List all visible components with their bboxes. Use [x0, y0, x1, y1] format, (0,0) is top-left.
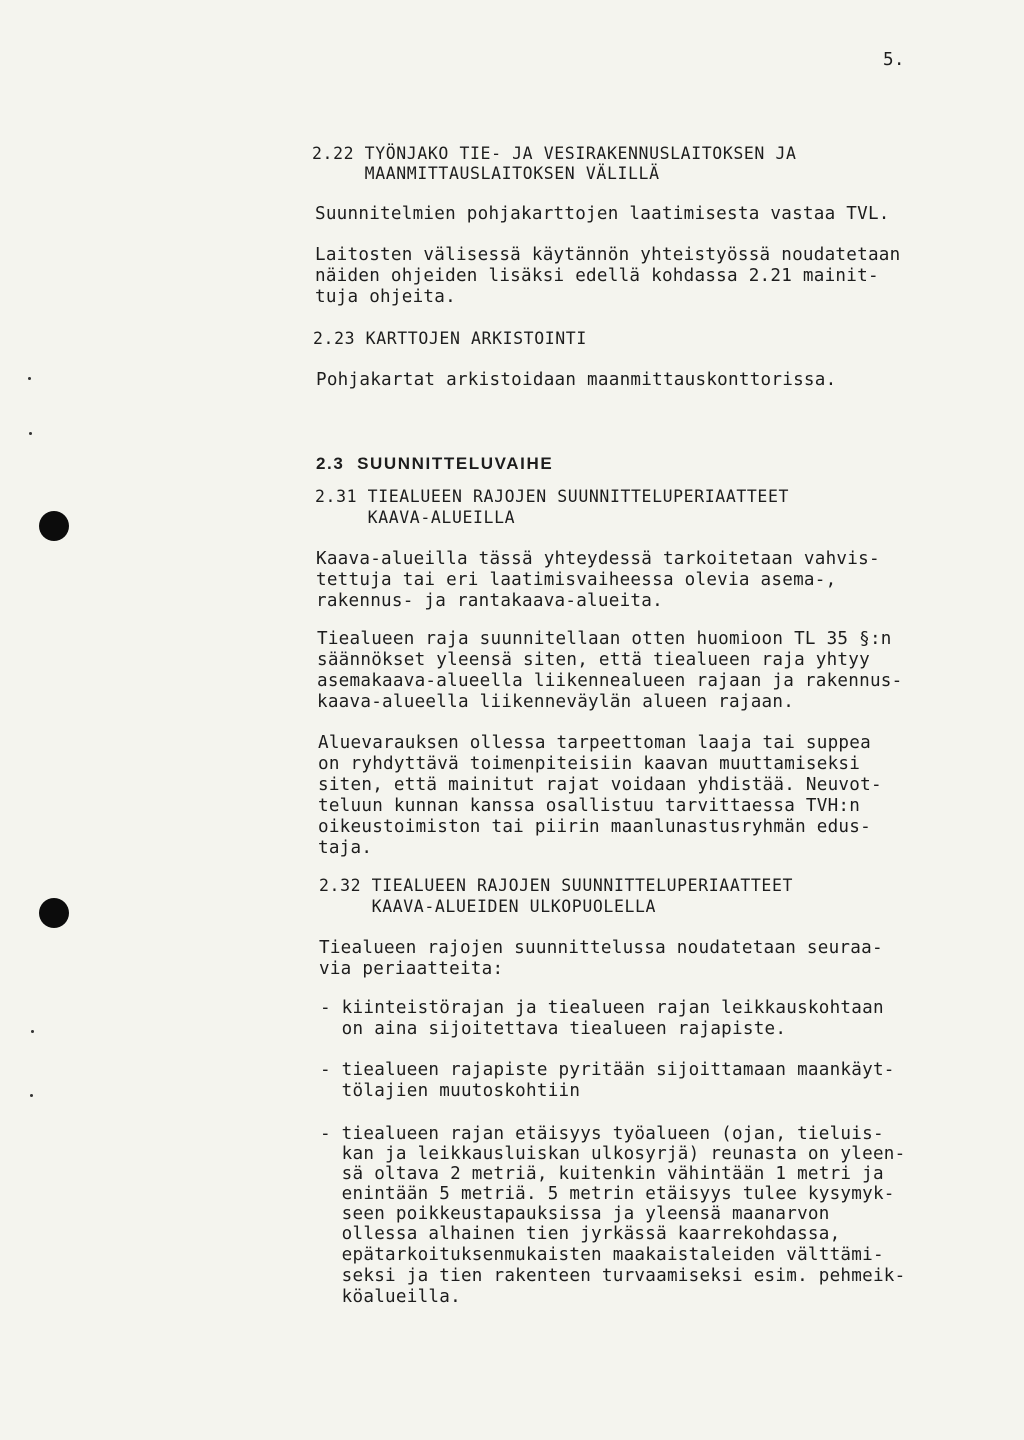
paragraph-line: tettuja tai eri laatimisvaiheessa olevia asema-,	[316, 570, 837, 590]
paragraph-line: taja.	[318, 838, 373, 858]
paragraph-line: näiden ohjeiden lisäksi edellä kohdassa 2.21 mainit-	[315, 266, 879, 286]
paragraph-line: Tiealueen raja suunnitellaan otten huomioon TL 35 §:n	[317, 629, 892, 649]
bullet-line: sä oltava 2 metriä, kuitenkin vähintään 1 metri ja	[320, 1164, 884, 1184]
bullet-line: ollessa alhainen tien jyrkässä kaarrekohdassa,	[320, 1224, 841, 1244]
paragraph-line: oikeustoimiston tai piirin maanlunastusryhmän edus-	[318, 817, 871, 837]
paragraph-line: via periaatteita:	[319, 959, 504, 979]
paragraph-line: siten, että mainitut rajat voidaan yhdistää. Neuvot-	[318, 775, 882, 795]
subsection-heading-2-22-line-2: MAANMITTAUSLAITOKSEN VÄLILLÄ	[312, 164, 660, 183]
subsection-heading-2-23: 2.23 KARTTOJEN ARKISTOINTI	[313, 329, 587, 348]
bullet-line: köalueilla.	[320, 1287, 461, 1307]
scan-speck	[29, 432, 32, 435]
binder-hole-bottom	[39, 898, 69, 928]
bullet-line: - tiealueen rajan etäisyys työalueen (ojan, tieluis-	[320, 1124, 884, 1144]
paragraph-line: Laitosten välisessä käytännön yhteistyössä noudatetaan	[315, 245, 901, 265]
bullet-line: tölajien muutoskohtiin	[320, 1081, 581, 1101]
bullet-line: seen poikkeustapauksissa ja yleensä maanarvon	[320, 1204, 830, 1224]
scan-speck	[28, 377, 31, 380]
paragraph-line: tuja ohjeita.	[315, 287, 456, 307]
subsection-heading-2-32-line-1: 2.32 TIEALUEEN RAJOJEN SUUNNITTELUPERIAATTEET	[319, 876, 794, 895]
bullet-line: kan ja leikkausluiskan ulkosyrjä) reunasta on yleen-	[320, 1144, 906, 1164]
scan-speck	[31, 1030, 34, 1033]
bullet-line: enintään 5 metriä. 5 metrin etäisyys tulee kysymyk-	[320, 1184, 895, 1204]
paragraph-line: säännökset yleensä siten, että tiealueen raja yhtyy	[317, 650, 870, 670]
paragraph-line: Kaava-alueilla tässä yhteydessä tarkoitetaan vahvis-	[316, 549, 880, 569]
bullet-line: - kiinteistörajan ja tiealueen rajan leikkauskohtaan	[320, 998, 884, 1018]
paragraph-line: Tiealueen rajojen suunnittelussa noudatetaan seuraa-	[319, 938, 883, 958]
paragraph-line: asemakaava-alueella liikennealueen rajaan ja rakennus-	[317, 671, 903, 691]
bullet-line: seksi ja tien rakenteen turvaamiseksi esim. pehmeik-	[320, 1266, 906, 1286]
scan-speck	[30, 1094, 33, 1097]
paragraph-line: kaava-alueella liikenneväylän alueen rajaan.	[317, 692, 795, 712]
section-title-2-3: 2.3 SUUNNITTELUVAIHE	[316, 454, 554, 473]
bullet-line: epätarkoituksenmukaisten maakaistaleiden välttämi-	[320, 1245, 884, 1265]
page-number: 5.	[883, 50, 905, 70]
subsection-heading-2-22-line-1: 2.22 TYÖNJAKO TIE- JA VESIRAKENNUSLAITOKSEN JA	[312, 144, 797, 163]
paragraph-line: teluun kunnan kanssa osallistuu tarvittaessa TVH:n	[318, 796, 861, 816]
paragraph-line: Suunnitelmien pohjakarttojen laatimisesta vastaa TVL.	[315, 204, 890, 224]
paragraph-line: on ryhdyttävä toimenpiteisiin kaavan muuttamiseksi	[318, 754, 861, 774]
subsection-heading-2-31-line-2: KAAVA-ALUEILLA	[315, 508, 516, 527]
subsection-heading-2-31-line-1: 2.31 TIEALUEEN RAJOJEN SUUNNITTELUPERIAATTEET	[315, 487, 790, 506]
paragraph-line: rakennus- ja rantakaava-alueita.	[316, 591, 663, 611]
bullet-line: on aina sijoitettava tiealueen rajapiste.	[320, 1019, 787, 1039]
paragraph-line: Pohjakartat arkistoidaan maanmittauskonttorissa.	[316, 370, 837, 390]
paragraph-line: Aluevarauksen ollessa tarpeettoman laaja tai suppea	[318, 733, 871, 753]
bullet-line: - tiealueen rajapiste pyritään sijoittamaan maankäyt-	[320, 1060, 895, 1080]
subsection-heading-2-32-line-2: KAAVA-ALUEIDEN ULKOPUOLELLA	[319, 897, 657, 916]
binder-hole-top	[39, 511, 69, 541]
